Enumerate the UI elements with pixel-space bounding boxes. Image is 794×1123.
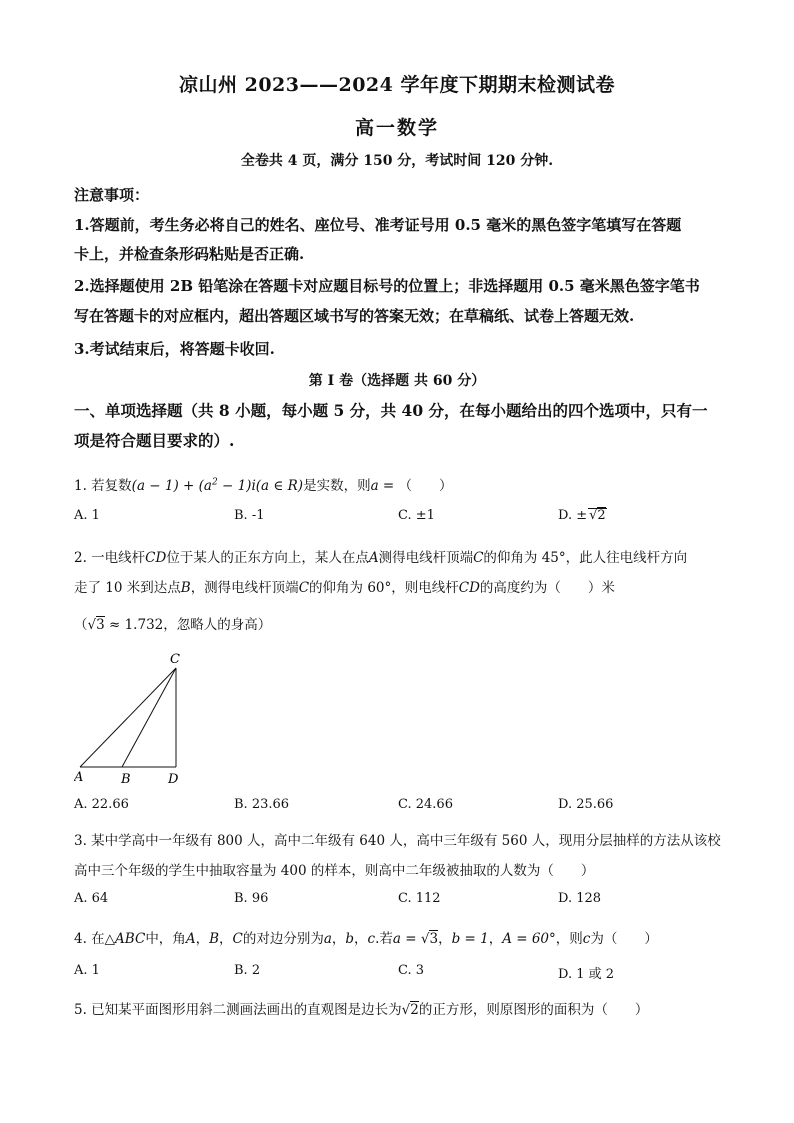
- exam-subject: 高一数学: [354, 117, 439, 139]
- q2-triangle-figure: [74, 650, 194, 786]
- q3-option-a: A. 64: [74, 891, 109, 906]
- question-3-line-2: 高中三个年级的学生中抽取容量为 400 的样本，则高中二年级被抽取的人数为（ ）: [74, 863, 595, 879]
- question-3-line-1: 3. 某中学高中一年级有 800 人，高中二年级有 640 人，高中三年级有 560 人，现用分层抽样的方法从该校: [74, 833, 721, 849]
- q1-option-b: B. -1: [234, 508, 265, 523]
- note-1-line-1: 1.答题前，考生务必将自己的姓名、座位号、准考证号用 0.5 毫米的黑色签字笔填写在答题: [74, 216, 682, 234]
- sqrt-symbol: √2: [589, 508, 606, 523]
- note-1-line-2: 卡上，并检查条形码粘贴是否正确.: [74, 245, 305, 263]
- q2-option-a: A. 22.66: [74, 797, 129, 812]
- label-c: C: [170, 652, 180, 667]
- q4-option-b: B. 2: [234, 963, 261, 978]
- part-1-instructions-line-1: 一、单项选择题（共 8 小题，每小题 5 分，共 40 分，在每小题给出的四个选项中，只有一: [74, 401, 708, 420]
- question-2-line-1: 2. 一电线杆CD位于某人的正东方向上，某人在点A测得电线杆顶端C的仰角为 45°，此人往电线杆方向: [74, 550, 688, 566]
- label-d: D: [168, 772, 179, 786]
- question-2-note: （√3 ≈ 1.732，忽略人的身高）: [74, 617, 272, 633]
- q4-option-a: A. 1: [74, 963, 100, 978]
- notes-heading: 注意事项：: [74, 186, 150, 204]
- line-bc: [122, 668, 176, 767]
- q1-option-a: A. 1: [74, 508, 100, 523]
- line-ac: [80, 668, 176, 767]
- q4-option-c: C. 3: [398, 963, 425, 978]
- exam-title: 凉山州 2023——2024 学年度下期期末检测试卷: [179, 74, 615, 96]
- q2-option-b: B. 23.66: [234, 797, 290, 812]
- question-2-line-2: 走了 10 米到达点B，测得电线杆顶端C的仰角为 60°，则电线杆CD的高度约为（ ）米: [74, 580, 615, 596]
- label-b: B: [121, 772, 131, 786]
- q4-option-d: D. 1 或 2: [558, 967, 615, 982]
- q1-option-d: D. ± √2: [558, 508, 606, 523]
- question-5: 5. 已知某平面图形用斜二测画法画出的直观图是边长为√2的正方形，则原图形的面积为（ ）: [74, 1002, 649, 1018]
- note-2-line-1: 2.选择题使用 2B 铅笔涂在答题卡对应题目标号的位置上；非选择题用 0.5 毫米黑色签字笔书: [74, 277, 700, 295]
- q1-expression: $(a - 1) + (a^2 - 1)i(a$ ∈ R): [131, 477, 304, 494]
- exam-info: 全卷共 4 页，满分 150 分，考试时间 120 分钟.: [240, 153, 554, 169]
- note-3: 3.考试结束后，将答题卡收回.: [74, 340, 275, 358]
- q2-option-d: D. 25.66: [558, 797, 614, 812]
- q2-option-c: C. 24.66: [398, 797, 453, 812]
- label-a: A: [74, 770, 84, 785]
- question-1: 1. 若复数$(a - 1) + (a^2 - 1)i(a$ ∈ R)是实数，则a = （ ）: [74, 477, 453, 494]
- question-4: 4. 在△ABC中，角A，B，C的对边分别为a，b，c.若a = √3，b = 1，A = 60°，则c为（ ）: [74, 931, 658, 947]
- q3-option-c: C. 112: [398, 891, 441, 906]
- q1-option-c: C. ±1: [398, 508, 435, 523]
- part-1-instructions-line-2: 项是符合题目要求的）.: [74, 431, 235, 450]
- section-1-heading: 第 I 卷（选择题 共 60 分）: [308, 373, 486, 389]
- q3-option-d: D. 128: [558, 891, 602, 906]
- note-2-line-2: 写在答题卡的对应框内，超出答题区域书写的答案无效；在草稿纸、试卷上答题无效.: [74, 307, 635, 325]
- q3-option-b: B. 96: [234, 891, 269, 906]
